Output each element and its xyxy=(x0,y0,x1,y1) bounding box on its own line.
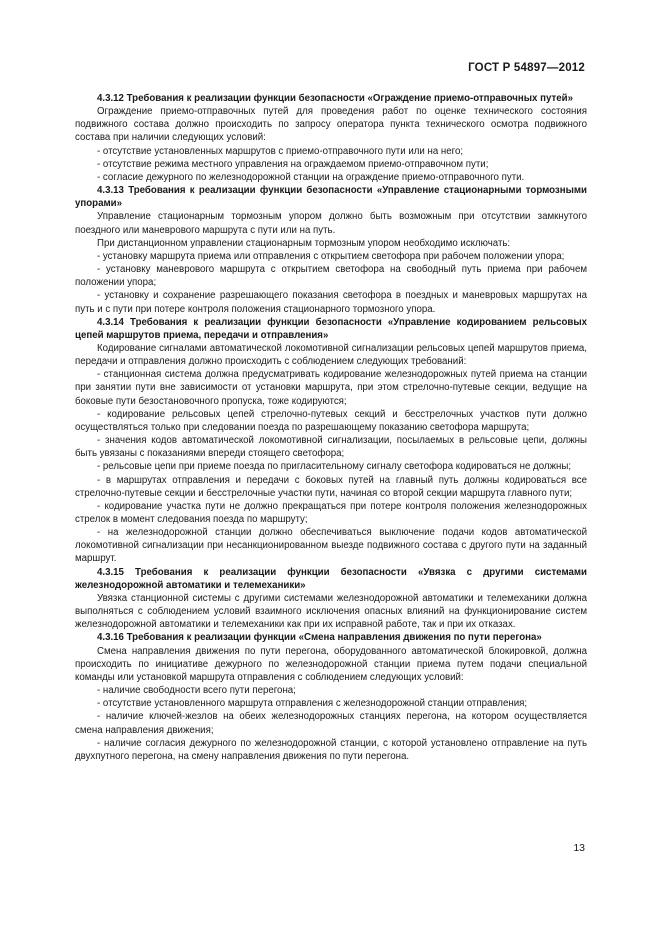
page-number: 13 xyxy=(573,842,585,854)
list-item: - на железнодорожной станции должно обеспечиваться выключение подачи кодов автоматической локомотивной сигнализации при несанкционированном выезде подвижного состава с другого пути на заданный маршрут. xyxy=(75,527,587,565)
section-heading-4-3-12: 4.3.12 Требования к реализации функции безопасности «Ограждение приемо-отправочных путей» xyxy=(97,93,573,104)
section-heading-4-3-15: 4.3.15 Требования к реализации функции безопасности «Увязка с другими системами железнодорожной автоматики и телемеханики» xyxy=(75,566,587,591)
paragraph: Увязка станционной системы с другими системами железнодорожной автоматики и телемеханики должна выполняться с соблюдением условий взаимного исключения опасных влияний на функционирование систем железнодорожной автоматики и телемеханики как при их исправной работе, так и при их отказах. xyxy=(75,592,587,631)
document-body xyxy=(75,92,587,763)
paragraph: Ограждение приемо-отправочных путей для проведения работ по оценке технического состояния подвижного состава должно происходить по запросу оператора пункта технического осмотра подвижного состава при наличии следующих условий: xyxy=(75,106,587,144)
list-item: - установку маршрута приема или отправления с открытием светофора при рабочем положении упора; xyxy=(97,250,565,262)
list-item: - кодирование участка пути не должно прекращаться при потере контроля положения железнодорожных стрелок в момент следования поезда по маршруту; xyxy=(75,500,587,525)
paragraph: Управление стационарным тормозным упором должно быть возможным при отсутствии замкнутого поездного или маневрового маршрута с пути или на путь. xyxy=(75,211,587,236)
list-item: - отсутствие режима местного управления на ограждаемом приемо-отправочном пути; xyxy=(97,158,489,170)
list-item: - установку и сохранение разрешающего показания светофора в поездных и маневровых маршрутах на путь и с пути при потере контроля положения стационарного тормозного упора. xyxy=(75,290,587,315)
list-item: - рельсовые цепи при приеме поезда по пригласительному сигналу светофора кодироваться не должны; xyxy=(97,461,572,473)
list-item: - станционная система должна предусматривать кодирование железнодорожных путей приема на станции при занятии пути вне зависимости от установки маршрута, при этом стрелочно-путевые секции, ведущие на боковые пути безостановочного пропуска, тоже кодируются; xyxy=(75,369,587,407)
section-heading-4-3-14: 4.3.14 Требования к реализации функции безопасности «Управление кодированием рельсовых цепей маршрутов приема, передачи и отправления» xyxy=(75,316,587,341)
list-item: - отсутствие установленного маршрута отправления с железнодорожной станции отправления; xyxy=(97,698,528,710)
list-item: - отсутствие установленных маршрутов с приемо-отправочного пути или на него; xyxy=(97,145,464,157)
list-item: - значения кодов автоматической локомотивной сигнализации, посылаемых в рельсовые цепи, должны быть увязаны с показаниями впереди стоящего светофора; xyxy=(75,435,587,460)
list-item: - установку маневрового маршрута с открытием светофора на свободный путь приема при рабочем положении упора; xyxy=(75,264,587,289)
section-heading-4-3-13: 4.3.13 Требования к реализации функции безопасности «Управление стационарными тормозными упорами» xyxy=(75,185,587,210)
list-item: - согласие дежурного по железнодорожной станции на ограждение приемо-отправочного пути. xyxy=(97,171,525,183)
document-standard-id: ГОСТ Р 54897—2012 xyxy=(468,62,585,74)
paragraph: Смена направления движения по пути перегона, оборудованного автоматической блокировкой, должна происходить по инициативе дежурного по железнодорожной станции приема путем подачи специальной команды или установкой маршрута отправления с соблюдением следующих условий: xyxy=(75,645,587,683)
paragraph: При дистанционном управлении стационарным тормозным упором необходимо исключать: xyxy=(97,237,511,249)
section-heading-4-3-16: 4.3.16 Требования к реализации функции «Смена направления движения по пути перегона» xyxy=(97,632,542,644)
list-item: - наличие согласия дежурного по железнодорожной станции, с которой установлено отправление на путь двухпутного перегона, на смену направления движения по пути перегона. xyxy=(75,737,587,762)
list-item: - в маршрутах отправления и передачи с боковых путей на главный путь должны кодироваться все стрелочно-путевые секции и бесстрелочные участки пути, начиная со второй секции маршрута главного пути; xyxy=(75,474,587,499)
list-item: - кодирование рельсовых цепей стрелочно-путевых секций и бесстрелочных участков пути должно осуществляться только при следовании поезда по разрешающему показанию светофора маршрута; xyxy=(75,408,587,433)
list-item: - наличие свободности всего пути перегона; xyxy=(97,685,296,697)
list-item: - наличие ключей-жезлов на обеих железнодорожных станциях перегона, на котором осуществляется смена направления движения; xyxy=(75,711,587,736)
paragraph: Кодирование сигналами автоматической локомотивной сигнализации рельсовых цепей маршрутов приема, передачи и отправления должно происходить с соблюдением следующих требований: xyxy=(75,342,587,368)
